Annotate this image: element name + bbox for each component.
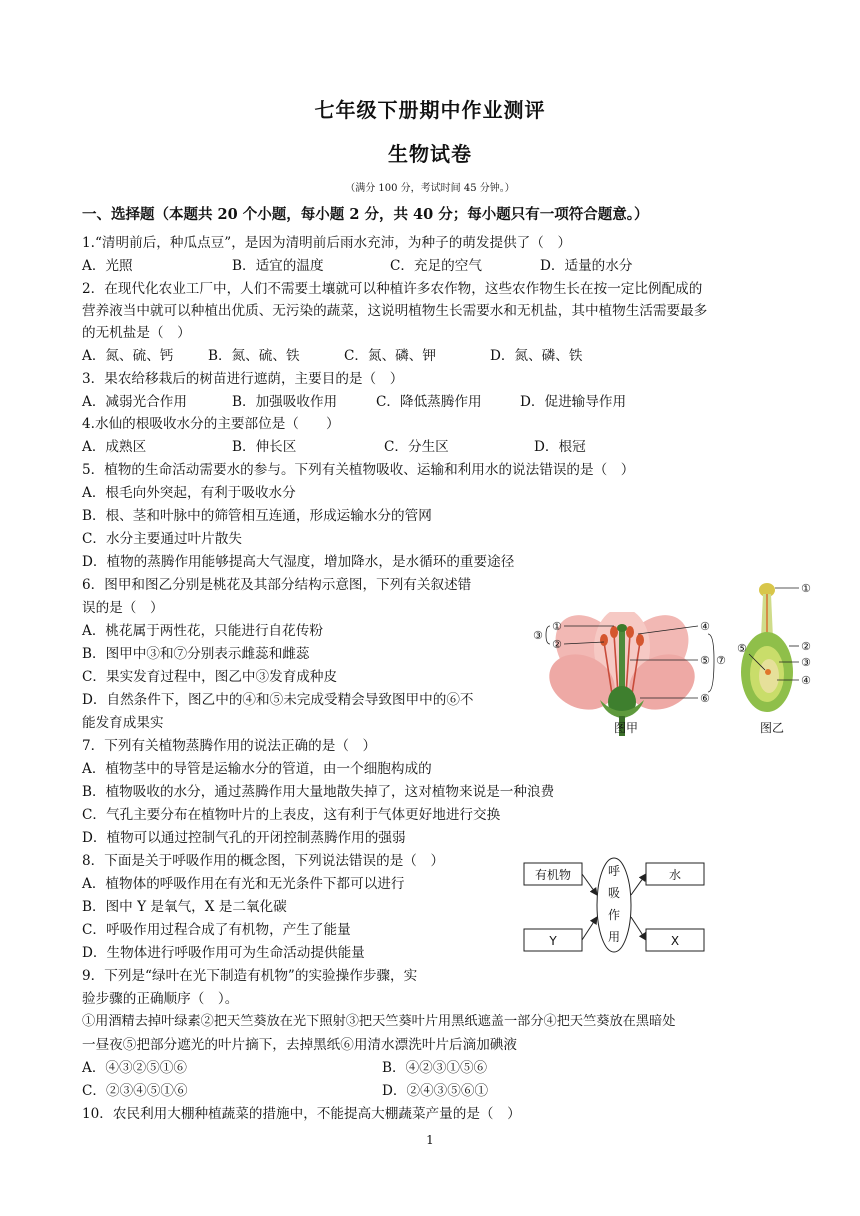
q7-stem: 7．下列有关植物蒸腾作用的说法正确的是（ ）: [82, 738, 377, 754]
q8-option-c: C．呼吸作用过程合成了有机物，产生了能量: [82, 922, 351, 938]
q1-option-c: C．充足的空气: [390, 258, 482, 274]
fig-a-label-3: ③: [533, 629, 543, 642]
fig-b-label-3: ③: [801, 656, 811, 669]
q9-stem-line1: 9．下列是“绿叶在光下制造有机物”的实验操作步骤，实: [82, 968, 418, 984]
q5-stem: 5．植物的生命活动需要水的参与。下列有关植物吸收、运输和利用水的说法错误的是（ ）: [82, 462, 635, 478]
fig-a-caption: 图甲: [614, 721, 639, 735]
pistil-figure: [735, 580, 823, 720]
q3-option-c: C．降低蒸腾作用: [376, 394, 482, 410]
q8-option-d: D．生物体进行呼吸作用可为生命活动提供能量: [82, 945, 365, 961]
q1-option-b: B．适宜的温度: [232, 258, 324, 274]
q10-stem: 10．农民利用大棚种植蔬菜的措施中，不能提高大棚蔬菜产量的是（ ）: [82, 1106, 521, 1122]
fig-a-label-4: ④: [700, 620, 710, 633]
diagram-input-y: Y: [549, 934, 557, 948]
q9-option-a: A．④③②⑤①⑥: [82, 1060, 187, 1076]
q2-stem-line3: 的无机盐是（ ）: [82, 325, 191, 341]
q8-stem: 8．下面是关于呼吸作用的概念图，下列说法错误的是（ ）: [82, 853, 445, 869]
q9-steps-line2: 一昼夜⑤把部分遮光的叶片摘下，去掉黑纸⑥用清水漂洗叶片后滴加碘液: [82, 1037, 517, 1053]
q4-option-c: C．分生区: [384, 439, 449, 455]
q6-option-d: D．自然条件下，图乙中的④和⑤未完成受精会导致图甲中的⑥不: [82, 692, 474, 708]
fig-b-label-4: ④: [801, 674, 811, 687]
fig-b-label-1: ①: [801, 582, 811, 595]
q3-option-a: A．减弱光合作用: [82, 394, 187, 410]
q4-option-a: A．成熟区: [82, 439, 147, 455]
q2-option-d: D．氮、磷、铁: [490, 348, 583, 364]
page-number: 1: [426, 1133, 434, 1147]
q2-option-c: C．氮、磷、钾: [344, 348, 436, 364]
diagram-center-char-3: 作: [607, 908, 621, 922]
q5-option-a: A．根毛向外突起，有利于吸收水分: [82, 485, 296, 501]
diagram-input-organic: 有机物: [534, 868, 572, 882]
fig-a-label-2: ②: [552, 638, 562, 651]
q5-option-b: B．根、茎和叶脉中的筛管相互连通，形成运输水分的管网: [82, 508, 432, 524]
section-heading: 一、选择题（本题共 20 个小题，每小题 2 分，共 40 分；每小题只有一项符合题意。）: [82, 206, 649, 223]
fig-a-label-1: ①: [552, 620, 562, 633]
q7-option-b: B．植物吸收的水分，通过蒸腾作用大量地散失掉了，这对植物来说是一种浪费: [82, 784, 555, 800]
q5-option-d: D．植物的蒸腾作用能够提高大气湿度，增加降水，是水循环的重要途径: [82, 554, 515, 570]
q1-option-d: D．适量的水分: [540, 258, 633, 274]
q9-option-d: D．②④③⑤⑥①: [382, 1083, 489, 1099]
exam-title: 七年级下册期中作业测评: [314, 98, 546, 122]
respiration-concept-diagram: [520, 855, 735, 955]
q6-option-d-continued: 能发育成果实: [82, 715, 164, 731]
diagram-output-water: 水: [668, 868, 682, 882]
q6-stem-line1: 6．图甲和图乙分别是桃花及其部分结构示意图，下列有关叙述错: [82, 577, 472, 593]
q8-option-b: B．图中 Y 是氧气，X 是二氧化碳: [82, 899, 287, 915]
q8-option-a: A．植物体的呼吸作用在有光和无光条件下都可以进行: [82, 876, 405, 892]
q4-stem: 4.水仙的根吸收水分的主要部位是（ ）: [82, 416, 340, 432]
q9-steps-line1: ①用酒精去掉叶绿素②把天竺葵放在光下照射③把天竺葵叶片用黑纸遮盖一部分④把天竺葵放在黑暗处: [82, 1014, 676, 1029]
q9-option-b: B．④②③①⑤⑥: [382, 1060, 488, 1076]
q9-option-c: C．②③④⑤①⑥: [82, 1083, 188, 1099]
q7-option-a: A．植物茎中的导管是运输水分的管道，由一个细胞构成的: [82, 761, 432, 777]
q2-option-a: A．氮、硫、钙: [82, 348, 174, 364]
fig-b-label-2: ②: [801, 640, 811, 653]
exam-note: （满分 100 分，考试时间 45 分钟。）: [345, 183, 515, 194]
q6-stem-line2: 误的是（ ）: [82, 600, 164, 616]
fig-b-caption: 图乙: [760, 721, 785, 735]
q3-option-d: D．促进输导作用: [520, 394, 627, 410]
fig-a-label-5: ⑤: [700, 654, 710, 667]
q4-option-d: D．根冠: [534, 439, 586, 455]
fig-a-label-6: ⑥: [700, 692, 710, 705]
q9-stem-line2: 验步骤的正确顺序（ ）。: [82, 991, 239, 1007]
diagram-center-char-1: 呼: [607, 864, 621, 878]
q7-option-c: C．气孔主要分布在植物叶片的上表皮，这有利于气体更好地进行交换: [82, 807, 501, 823]
fig-a-label-7: ⑦: [716, 654, 726, 667]
q6-option-b: B．图甲中③和⑦分别表示雌蕊和雌蕊: [82, 646, 310, 662]
q3-option-b: B．加强吸收作用: [232, 394, 338, 410]
diagram-center-char-4: 用: [607, 930, 621, 944]
exam-subject: 生物试卷: [388, 142, 472, 166]
q4-option-b: B．伸长区: [232, 439, 297, 455]
q2-stem-line2: 营养液当中就可以种植出优质、无污染的蔬菜，这说明植物生长需要水和无机盐，其中植物生活需要最多: [82, 303, 708, 319]
q1-option-a: A．光照: [82, 258, 133, 274]
q2-stem-line1: 2．在现代化农业工厂中，人们不需要土壤就可以种植许多农作物，这些农作物生长在按一定比例配成的: [82, 281, 703, 297]
q6-option-c: C．果实发育过程中，图乙中③发育成种皮: [82, 669, 338, 685]
q3-stem: 3．果农给移栽后的树苗进行遮荫，主要目的是（ ）: [82, 371, 404, 387]
q5-option-c: C．水分主要通过叶片散失: [82, 531, 242, 547]
q7-option-d: D．植物可以通过控制气孔的开闭控制蒸腾作用的强弱: [82, 830, 406, 846]
diagram-center-char-2: 吸: [607, 886, 621, 900]
q2-option-b: B．氮、硫、铁: [208, 348, 300, 364]
fig-b-label-5: ⑤: [737, 642, 747, 655]
diagram-output-x: X: [670, 934, 680, 948]
q1-stem: 1.“清明前后，种瓜点豆”，是因为清明前后雨水充沛，为种子的萌发提供了（ ）: [82, 235, 572, 251]
q6-option-a: A．桃花属于两性花，只能进行自花传粉: [82, 623, 323, 639]
